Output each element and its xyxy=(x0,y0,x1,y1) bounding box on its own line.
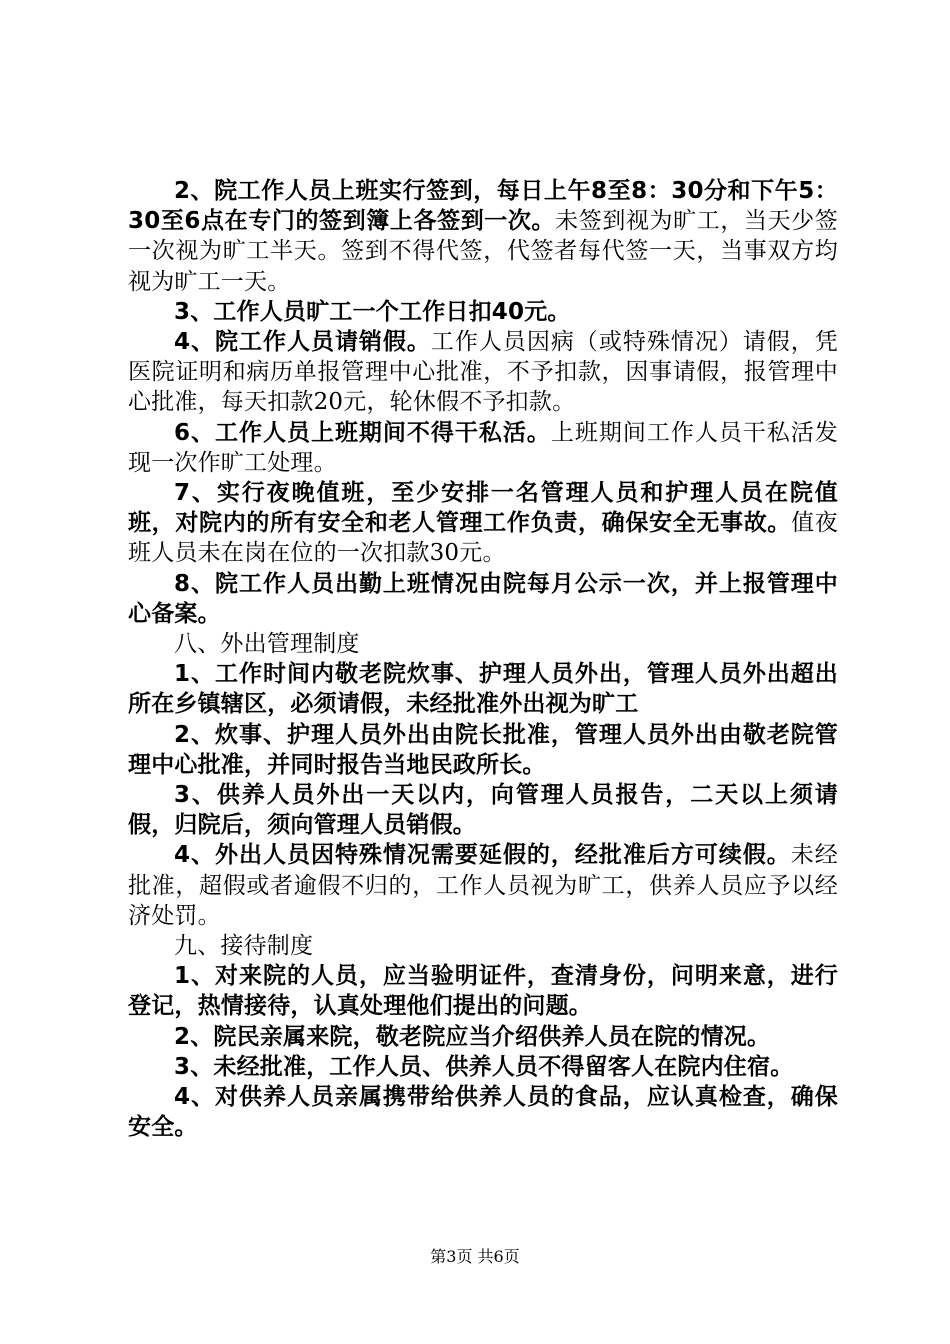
section-heading-outing: 八、外出管理制度 xyxy=(174,631,360,658)
reception-item-4: 4、对供养人员亲属携带给供养人员的食品，应认真检查，确保安全。 xyxy=(128,1084,838,1141)
paragraph-8: 8、院工作人员出勤上班情况由院每月公示一次，并上报管理中心备案。 xyxy=(128,570,838,627)
reception-item-2: 2、院民亲属来院，敬老院应当介绍供养人员在院的情况。 xyxy=(174,1023,771,1050)
outing-item-3: 3、供养人员外出一天以内，向管理人员报告，二天以上须请假，归院后，须向管理人员销假。 xyxy=(128,782,838,839)
paragraph-2: 2、院工作人员上班实行签到，每日上午8至8：30分和下午5：30至6点在专门的签到簿上各签到一次。未签到视为旷工，当天少签一次视为旷工半天。签到不得代签，代签者每代签一天，当事双方均视为旷工一天。 xyxy=(128,178,838,295)
outing-item-1: 1、工作时间内敬老院炊事、护理人员外出，管理人员外出超出所在乡镇辖区，必须请假，未经批准外出视为旷工 xyxy=(128,661,838,718)
reception-item-1: 1、对来院的人员，应当验明证件，查清身份，问明来意，进行登记，热情接待，认真处理他们提出的问题。 xyxy=(128,963,838,1020)
paragraph-6: 6、工作人员上班期间不得干私活。上班期间工作人员干私活发现一次作旷工处理。 xyxy=(128,419,838,476)
paragraph-3: 3、工作人员旷工一个工作日扣40元。 xyxy=(174,298,571,325)
page-number-footer: 第3页 共6页 xyxy=(430,1247,520,1266)
outing-item-2: 2、炊事、护理人员外出由院长批准，管理人员外出由敬老院管理中心批准，并同时报告当地民政所长。 xyxy=(128,721,838,778)
reception-item-3: 3、未经批准，工作人员、供养人员不得留客人在院内住宿。 xyxy=(174,1053,794,1080)
paragraph-7: 7、实行夜晚值班，至少安排一名管理人员和护理人员在院值班，对院内的所有安全和老人管理工作负责，确保安全无事故。值夜班人员未在岗在位的一次扣款30元。 xyxy=(128,480,838,567)
paragraph-4: 4、院工作人员请销假。工作人员因病（或特殊情况）请假，凭医院证明和病历单报管理中心批准，不予扣款，因事请假，报管理中心批准，每天扣款20元，轮休假不予扣款。 xyxy=(128,329,838,416)
section-heading-reception: 九、接待制度 xyxy=(174,933,314,960)
outing-item-4: 4、外出人员因特殊情况需要延假的，经批准后方可续假。未经批准，超假或者逾假不归的，工作人员视为旷工，供养人员应予以经济处罚。 xyxy=(128,842,838,929)
document-body xyxy=(128,176,838,1143)
